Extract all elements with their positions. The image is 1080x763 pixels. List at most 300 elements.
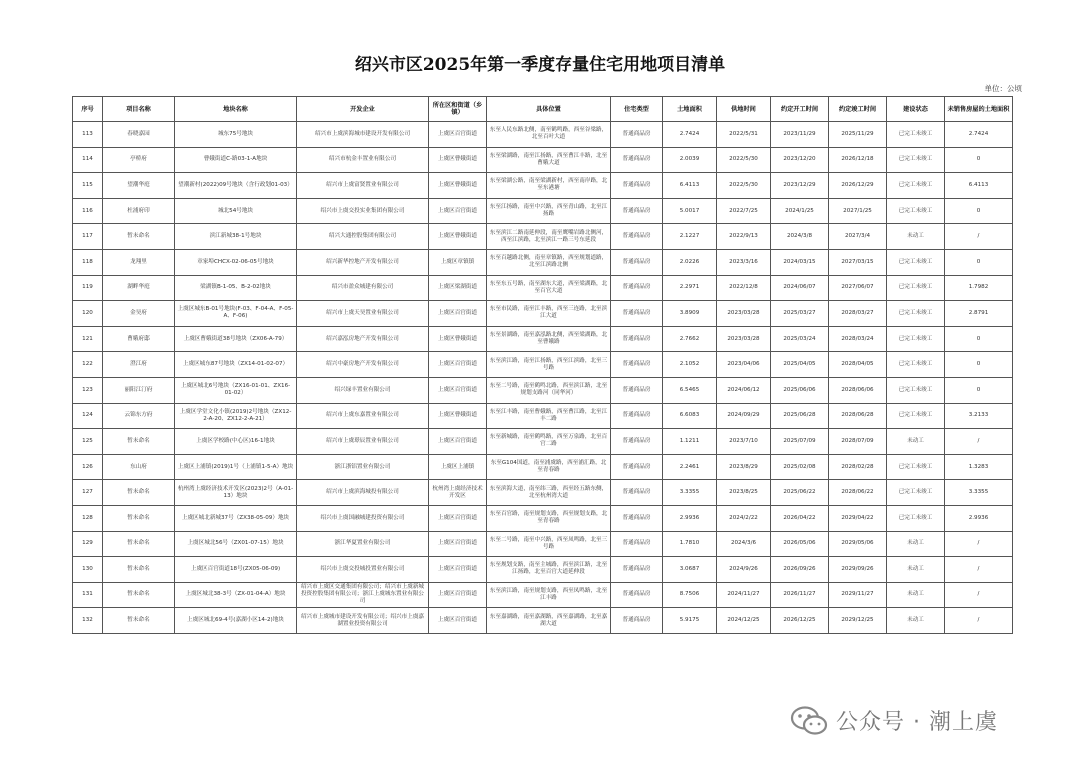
cell-unsold-area: / <box>945 608 1013 634</box>
cell-housing-type: 普通商品房 <box>611 147 663 173</box>
cell-completion-date: 2025/11/29 <box>829 122 887 148</box>
cell-completion-date: 2027/03/15 <box>829 249 887 275</box>
cell-plot-name: 章家埠CHCX-02-06-05号地块 <box>175 249 297 275</box>
cell-supply-date: 2023/8/25 <box>717 480 771 506</box>
cell-completion-date: 2029/04/22 <box>829 505 887 531</box>
cell-supply-date: 2022/7/25 <box>717 198 771 224</box>
cell-housing-type: 普通商品房 <box>611 557 663 583</box>
table-row <box>73 480 1013 506</box>
table-row <box>73 557 1013 583</box>
cell-status: 已完工未竣工 <box>887 352 945 378</box>
cell-project-name: 暂未命名 <box>103 608 175 634</box>
cell-housing-type: 普通商品房 <box>611 582 663 608</box>
cell-location: 东至G104国道，南至浦虞路，西至浦汇路，北至青春路 <box>487 454 611 480</box>
cell-unsold-area: / <box>945 429 1013 455</box>
cell-housing-type: 普通商品房 <box>611 224 663 250</box>
cell-housing-type: 普通商品房 <box>611 352 663 378</box>
cell-plot-name: 上虞区百官街道18号(ZX05-06-09) <box>175 557 297 583</box>
cell-developer: 绍兴市上虞区交通集团有限公司；绍兴市上虞新城投资控股集团有限公司；浙江上虞城东置业有限公司 <box>297 582 429 608</box>
cell-plot-name: 梁湖镇B-1-05、B-2-02地块 <box>175 275 297 301</box>
table-row <box>73 582 1013 608</box>
cell-seq: 119 <box>73 275 103 301</box>
cell-developer: 绍兴市上虞富贤置业有限公司 <box>297 173 429 199</box>
cell-plot-name: 上虞区城东87号地块（ZX14-01-02-07） <box>175 352 297 378</box>
cell-housing-type: 普通商品房 <box>611 480 663 506</box>
cell-seq: 116 <box>73 198 103 224</box>
watermark <box>790 705 998 736</box>
cell-status: 已完工未竣工 <box>887 403 945 429</box>
cell-status: 已完工未竣工 <box>887 301 945 327</box>
cell-unsold-area: / <box>945 224 1013 250</box>
cell-status: 已完工未竣工 <box>887 249 945 275</box>
cell-start-date: 2026/05/06 <box>771 531 829 557</box>
cell-start-date: 2023/11/29 <box>771 122 829 148</box>
column-header: 供地时间 <box>717 97 771 122</box>
cell-plot-name: 上虞区城北6号地块（ZX16-01-01、ZX16-01-02） <box>175 377 297 403</box>
column-header: 约定开工时间 <box>771 97 829 122</box>
cell-land-area: 1.1211 <box>663 429 717 455</box>
cell-location: 东至人民东路北侧，南至鹤鸣路，西至谷梁路，北至百叶大道 <box>487 122 611 148</box>
watermark-text: 公众号 · 潮上虞 <box>836 710 998 735</box>
table-row <box>73 454 1013 480</box>
column-header: 约定竣工时间 <box>829 97 887 122</box>
cell-housing-type: 普通商品房 <box>611 531 663 557</box>
cell-housing-type: 普通商品房 <box>611 122 663 148</box>
cell-supply-date: 2023/8/29 <box>717 454 771 480</box>
column-header: 序号 <box>73 97 103 122</box>
cell-completion-date: 2028/03/24 <box>829 326 887 352</box>
cell-land-area: 2.1052 <box>663 352 717 378</box>
cell-status: 已完工未竣工 <box>887 198 945 224</box>
cell-unsold-area: 0 <box>945 198 1013 224</box>
cell-seq: 127 <box>73 480 103 506</box>
table-row <box>73 275 1013 301</box>
cell-supply-date: 2022/5/30 <box>717 147 771 173</box>
cell-unsold-area: 3.2133 <box>945 403 1013 429</box>
cell-completion-date: 2028/06/22 <box>829 480 887 506</box>
cell-housing-type: 普通商品房 <box>611 429 663 455</box>
cell-status: 未动工 <box>887 582 945 608</box>
column-header: 住宅类型 <box>611 97 663 122</box>
cell-plot-name: 望潮新村(2022)09号地块（含行政划01-03） <box>175 173 297 199</box>
cell-completion-date: 2027/1/25 <box>829 198 887 224</box>
cell-unsold-area: / <box>945 531 1013 557</box>
cell-seq: 126 <box>73 454 103 480</box>
cell-status: 已完工未竣工 <box>887 505 945 531</box>
cell-status: 已完工未竣工 <box>887 173 945 199</box>
cell-start-date: 2025/03/27 <box>771 301 829 327</box>
cell-supply-date: 2023/3/16 <box>717 249 771 275</box>
cell-location: 东至梁湖公路，南至梁湖新村，西至南岸路，北至东港塘 <box>487 173 611 199</box>
column-header: 建设状态 <box>887 97 945 122</box>
cell-land-area: 3.0687 <box>663 557 717 583</box>
cell-unsold-area: / <box>945 582 1013 608</box>
table-row <box>73 122 1013 148</box>
cell-district: 上虞区百官街道 <box>429 429 487 455</box>
cell-location: 东至滨江路，南至江扬路，西至江滨路，北至三号路 <box>487 352 611 378</box>
table-row <box>73 224 1013 250</box>
column-header: 项目名称 <box>103 97 175 122</box>
cell-district: 上虞区百官街道 <box>429 352 487 378</box>
cell-status: 未动工 <box>887 429 945 455</box>
cell-developer: 浙江华夏置业有限公司 <box>297 531 429 557</box>
column-header: 具体位置 <box>487 97 611 122</box>
cell-district: 杭州湾上虞经济技术开发区 <box>429 480 487 506</box>
cell-plot-name: 滨江新城38-1号地块 <box>175 224 297 250</box>
cell-plot-name: 上虞区上浦镇(2019)1号（上浦镇1-5-A）地块 <box>175 454 297 480</box>
cell-project-name: 龙翔里 <box>103 249 175 275</box>
table-row <box>73 326 1013 352</box>
cell-housing-type: 普通商品房 <box>611 301 663 327</box>
cell-location: 东至市民路，南至江丰路，西至三连路，北至滨江大道 <box>487 301 611 327</box>
cell-land-area: 6.4113 <box>663 173 717 199</box>
cell-supply-date: 2024/9/26 <box>717 557 771 583</box>
cell-location: 东至二号路，南至中兴路，西至凤鸣路，北至三号路 <box>487 531 611 557</box>
cell-location: 东至嘉湖路，南至嘉湖路，西至嘉湖路，北至嘉湖大道 <box>487 608 611 634</box>
cell-land-area: 2.1227 <box>663 224 717 250</box>
table-row <box>73 377 1013 403</box>
table-row <box>73 608 1013 634</box>
cell-start-date: 2024/06/07 <box>771 275 829 301</box>
cell-start-date: 2025/06/22 <box>771 480 829 506</box>
cell-start-date: 2024/03/15 <box>771 249 829 275</box>
cell-land-area: 3.8909 <box>663 301 717 327</box>
cell-status: 未动工 <box>887 531 945 557</box>
cell-start-date: 2023/12/29 <box>771 173 829 199</box>
cell-land-area: 5.9175 <box>663 608 717 634</box>
table-row <box>73 301 1013 327</box>
cell-unsold-area: 1.3283 <box>945 454 1013 480</box>
cell-seq: 124 <box>73 403 103 429</box>
cell-completion-date: 2029/05/06 <box>829 531 887 557</box>
cell-supply-date: 2022/5/30 <box>717 173 771 199</box>
cell-supply-date: 2024/09/29 <box>717 403 771 429</box>
cell-district: 上虞区曹娥街道 <box>429 147 487 173</box>
cell-housing-type: 普通商品房 <box>611 249 663 275</box>
cell-completion-date: 2026/12/18 <box>829 147 887 173</box>
cell-status: 未动工 <box>887 224 945 250</box>
cell-housing-type: 普通商品房 <box>611 608 663 634</box>
cell-seq: 123 <box>73 377 103 403</box>
cell-completion-date: 2027/3/4 <box>829 224 887 250</box>
cell-project-name: 云锦东方府 <box>103 403 175 429</box>
cell-unsold-area: 0 <box>945 326 1013 352</box>
cell-status: 已完工未竣工 <box>887 326 945 352</box>
cell-project-name: 暂未命名 <box>103 531 175 557</box>
cell-supply-date: 2024/06/12 <box>717 377 771 403</box>
cell-supply-date: 2023/03/28 <box>717 301 771 327</box>
cell-plot-name: 城东75号地块 <box>175 122 297 148</box>
column-header: 所在区和街道（乡镇） <box>429 97 487 122</box>
cell-unsold-area: 0 <box>945 377 1013 403</box>
cell-completion-date: 2028/06/06 <box>829 377 887 403</box>
cell-start-date: 2025/03/24 <box>771 326 829 352</box>
table-row <box>73 403 1013 429</box>
cell-developer: 绍兴市上虞璟辰置业有限公司 <box>297 429 429 455</box>
cell-start-date: 2026/12/25 <box>771 608 829 634</box>
cell-land-area: 1.7810 <box>663 531 717 557</box>
cell-project-name: 澄江府 <box>103 352 175 378</box>
cell-unsold-area: 6.4113 <box>945 173 1013 199</box>
cell-status: 已完工未竣工 <box>887 275 945 301</box>
cell-status: 未动工 <box>887 557 945 583</box>
table-row <box>73 429 1013 455</box>
cell-project-name: 暂未命名 <box>103 557 175 583</box>
cell-unsold-area: 0 <box>945 249 1013 275</box>
cell-developer: 绍兴市上虞滨海城市建设开发有限公司 <box>297 122 429 148</box>
cell-seq: 130 <box>73 557 103 583</box>
cell-completion-date: 2026/12/29 <box>829 173 887 199</box>
cell-status: 已完工未竣工 <box>887 480 945 506</box>
wechat-icon <box>790 706 828 736</box>
cell-seq: 114 <box>73 147 103 173</box>
cell-unsold-area: 0 <box>945 352 1013 378</box>
cell-land-area: 2.2971 <box>663 275 717 301</box>
cell-start-date: 2026/11/27 <box>771 582 829 608</box>
cell-developer: 浙江浙铝置业有限公司 <box>297 454 429 480</box>
cell-start-date: 2025/06/06 <box>771 377 829 403</box>
column-header: 地块名称 <box>175 97 297 122</box>
cell-completion-date: 2028/07/09 <box>829 429 887 455</box>
cell-developer: 绍兴市上虞天昊置业有限公司 <box>297 301 429 327</box>
cell-developer: 绍兴市盈众城建有限公司 <box>297 275 429 301</box>
cell-unsold-area: 1.7982 <box>945 275 1013 301</box>
column-header: 开发企业 <box>297 97 429 122</box>
cell-location: 东至梁湖路，南至江扬路，西至曹江丰路，北至曹娥大道 <box>487 147 611 173</box>
cell-housing-type: 普通商品房 <box>611 198 663 224</box>
cell-land-area: 2.2461 <box>663 454 717 480</box>
cell-unsold-area: 2.9936 <box>945 505 1013 531</box>
cell-plot-name: 上虞区城北69-4号(嘉湖小区14-2)地块 <box>175 608 297 634</box>
cell-seq: 129 <box>73 531 103 557</box>
cell-supply-date: 2023/7/10 <box>717 429 771 455</box>
table-row <box>73 198 1013 224</box>
cell-location: 东至滨江路，南至规划支路，西至凤鸣路，北至江丰路 <box>487 582 611 608</box>
cell-project-name: 金昊府 <box>103 301 175 327</box>
cell-start-date: 2024/3/8 <box>771 224 829 250</box>
cell-developer: 绍兴市上虞国融城建投资有限公司 <box>297 505 429 531</box>
cell-housing-type: 普通商品房 <box>611 326 663 352</box>
cell-project-name: 曹娥府邸 <box>103 326 175 352</box>
cell-plot-name: 上虞区城北56号（ZX01-07-15）地块 <box>175 531 297 557</box>
cell-project-name: 暂未命名 <box>103 582 175 608</box>
land-project-table <box>72 96 1013 634</box>
cell-project-name: 春晓嘉园 <box>103 122 175 148</box>
cell-plot-name: 上虞区城北38-3号（ZX-01-04-A）地块 <box>175 582 297 608</box>
cell-start-date: 2026/04/22 <box>771 505 829 531</box>
cell-developer: 绍兴嘉泓房地产开发有限公司 <box>297 326 429 352</box>
cell-status: 已完工未竣工 <box>887 377 945 403</box>
cell-plot-name: 杭州湾上虞经济技术开发区(2023)2号（A-01-13）地块 <box>175 480 297 506</box>
cell-developer: 绍兴市上虞交投城投置业有限公司 <box>297 557 429 583</box>
cell-housing-type: 普通商品房 <box>611 505 663 531</box>
cell-completion-date: 2029/09/26 <box>829 557 887 583</box>
table-row <box>73 352 1013 378</box>
cell-location: 东至滨海大道，南至纬三路，西至经五路东侧，北至杭州湾大道 <box>487 480 611 506</box>
cell-land-area: 2.7662 <box>663 326 717 352</box>
table-row <box>73 147 1013 173</box>
cell-district: 上虞区百官街道 <box>429 608 487 634</box>
cell-plot-name: 城北54号地块 <box>175 198 297 224</box>
cell-project-name: 东山府 <box>103 454 175 480</box>
cell-housing-type: 普通商品房 <box>611 173 663 199</box>
table-header-row <box>73 97 1013 122</box>
cell-seq: 121 <box>73 326 103 352</box>
cell-supply-date: 2022/5/31 <box>717 122 771 148</box>
cell-status: 已完工未竣工 <box>887 454 945 480</box>
cell-seq: 132 <box>73 608 103 634</box>
cell-seq: 128 <box>73 505 103 531</box>
unit-label: 单位：公顷 <box>984 84 1022 93</box>
cell-status: 已完工未竣工 <box>887 147 945 173</box>
cell-project-name: 暂未命名 <box>103 429 175 455</box>
cell-plot-name: 上虞区学校路(中心区)16-1地块 <box>175 429 297 455</box>
cell-unsold-area: / <box>945 557 1013 583</box>
cell-plot-name: 曹娥街道C-路03-1-A地块 <box>175 147 297 173</box>
cell-supply-date: 2024/3/6 <box>717 531 771 557</box>
cell-supply-date: 2024/2/22 <box>717 505 771 531</box>
cell-seq: 120 <box>73 301 103 327</box>
cell-start-date: 2025/06/28 <box>771 403 829 429</box>
cell-supply-date: 2023/03/28 <box>717 326 771 352</box>
cell-district: 上虞区百官街道 <box>429 198 487 224</box>
cell-completion-date: 2027/06/07 <box>829 275 887 301</box>
cell-location: 东至规划支路，南至主城路，西至滨江路，北至江扬路，北至百官大道延伸段 <box>487 557 611 583</box>
cell-district: 上虞区章镇镇 <box>429 249 487 275</box>
cell-completion-date: 2028/02/28 <box>829 454 887 480</box>
cell-developer: 绍兴中豪房地产开发有限公司 <box>297 352 429 378</box>
cell-location: 东至东五号路，南至湖东大道，西至梁湖路，北至百官大道 <box>487 275 611 301</box>
cell-land-area: 2.0039 <box>663 147 717 173</box>
cell-land-area: 6.5465 <box>663 377 717 403</box>
cell-location: 东至百官路，南至规划支路，西至规划支路，北至青春路 <box>487 505 611 531</box>
cell-plot-name: 上虞区城东B-01号地块(F-03、F-04-A、F-05-A、F-06) <box>175 301 297 327</box>
table-row <box>73 531 1013 557</box>
cell-start-date: 2025/04/05 <box>771 352 829 378</box>
cell-district: 上虞区百官街道 <box>429 377 487 403</box>
cell-status: 已完工未竣工 <box>887 122 945 148</box>
cell-location: 东至百越路北侧，南至章镇路，西至规划道路，北至江滨路北侧 <box>487 249 611 275</box>
cell-project-name: 杜浦府印 <box>103 198 175 224</box>
cell-location: 东至二号路，南至鹤鸣北路，西至滨江路，北至规划支路河（同华河） <box>487 377 611 403</box>
cell-developer: 绍兴市上虞城市建设开发有限公司；绍兴市上虞嘉湖置业投资有限公司 <box>297 608 429 634</box>
cell-unsold-area: 3.3355 <box>945 480 1013 506</box>
cell-seq: 113 <box>73 122 103 148</box>
cell-district: 上虞区曹娥街道 <box>429 173 487 199</box>
cell-developer: 绍兴大通控股集团有限公司 <box>297 224 429 250</box>
cell-unsold-area: 2.7424 <box>945 122 1013 148</box>
cell-unsold-area: 2.8791 <box>945 301 1013 327</box>
cell-supply-date: 2024/12/25 <box>717 608 771 634</box>
cell-supply-date: 2024/11/27 <box>717 582 771 608</box>
cell-completion-date: 2029/11/27 <box>829 582 887 608</box>
column-header: 土地面积 <box>663 97 717 122</box>
cell-seq: 125 <box>73 429 103 455</box>
cell-housing-type: 普通商品房 <box>611 377 663 403</box>
cell-project-name: 暂未命名 <box>103 505 175 531</box>
cell-land-area: 2.0226 <box>663 249 717 275</box>
cell-project-name: 湖畔华庭 <box>103 275 175 301</box>
cell-district: 上虞区百官街道 <box>429 505 487 531</box>
cell-developer: 绍兴市上虞东嘉置业有限公司 <box>297 403 429 429</box>
cell-project-name: 望潮华庭 <box>103 173 175 199</box>
cell-project-name: 暂未命名 <box>103 224 175 250</box>
cell-plot-name: 上虞区曹娥街道38号地块（ZX06-A-79） <box>175 326 297 352</box>
cell-completion-date: 2029/12/25 <box>829 608 887 634</box>
cell-district: 上虞区上浦镇 <box>429 454 487 480</box>
cell-location: 东至江丰路，南至曹娥路，西至曹江路，北至江丰二路 <box>487 403 611 429</box>
cell-district: 上虞区曹娥街道 <box>429 224 487 250</box>
cell-land-area: 2.9936 <box>663 505 717 531</box>
cell-completion-date: 2028/04/05 <box>829 352 887 378</box>
cell-project-name: 亭桥府 <box>103 147 175 173</box>
cell-start-date: 2025/02/08 <box>771 454 829 480</box>
cell-completion-date: 2028/06/28 <box>829 403 887 429</box>
cell-seq: 115 <box>73 173 103 199</box>
cell-unsold-area: 0 <box>945 147 1013 173</box>
cell-housing-type: 普通商品房 <box>611 403 663 429</box>
cell-district: 上虞区百官街道 <box>429 557 487 583</box>
cell-housing-type: 普通商品房 <box>611 454 663 480</box>
cell-district: 上虞区百官街道 <box>429 301 487 327</box>
cell-developer: 绍兴绿丰置业有限公司 <box>297 377 429 403</box>
cell-district: 上虞区百官街道 <box>429 531 487 557</box>
cell-plot-name: 上虞区学堂文化小镇(2019)2号地块（ZX12-2-A-20、ZX12-2-A-21） <box>175 403 297 429</box>
cell-start-date: 2024/1/25 <box>771 198 829 224</box>
table-body <box>73 122 1013 634</box>
cell-plot-name: 上虞区城北新城37号（ZX38-05-09）地块 <box>175 505 297 531</box>
column-header: 未销售房屋的土地面积 <box>945 97 1013 122</box>
cell-developer: 绍兴市杭金丰置业有限公司 <box>297 147 429 173</box>
cell-developer: 绍兴市上虞滨海城投有限公司 <box>297 480 429 506</box>
cell-start-date: 2023/12/20 <box>771 147 829 173</box>
cell-location: 东至江扬路，南至中兴路，西至青山路，北至江扬路 <box>487 198 611 224</box>
cell-project-name: 丽阳江汀府 <box>103 377 175 403</box>
cell-completion-date: 2028/03/27 <box>829 301 887 327</box>
cell-project-name: 暂未命名 <box>103 480 175 506</box>
cell-location: 东至景湖路，南至嘉泓路北侧，西至梁湖路，北至曹娥路 <box>487 326 611 352</box>
cell-supply-date: 2022/9/13 <box>717 224 771 250</box>
cell-start-date: 2025/07/09 <box>771 429 829 455</box>
cell-status: 未动工 <box>887 608 945 634</box>
cell-district: 上虞区百官街道 <box>429 122 487 148</box>
cell-start-date: 2026/09/26 <box>771 557 829 583</box>
cell-land-area: 8.7506 <box>663 582 717 608</box>
cell-district: 上虞区百官街道 <box>429 582 487 608</box>
cell-seq: 131 <box>73 582 103 608</box>
cell-location: 东至新城路，南至鹤鸣路，西至万泉路，北至百官二路 <box>487 429 611 455</box>
cell-district: 上虞区梁湖街道 <box>429 275 487 301</box>
cell-district: 上虞区曹娥街道 <box>429 326 487 352</box>
cell-land-area: 5.0017 <box>663 198 717 224</box>
table-row <box>73 249 1013 275</box>
cell-seq: 118 <box>73 249 103 275</box>
cell-developer: 绍兴新华控地产开发有限公司 <box>297 249 429 275</box>
cell-seq: 122 <box>73 352 103 378</box>
cell-district: 上虞区曹娥街道 <box>429 403 487 429</box>
cell-location: 东至滨江二路南延伸段，南至鹰嘴岩路北侧河，西至江滨路，北至滨江一路三号东延段 <box>487 224 611 250</box>
cell-seq: 117 <box>73 224 103 250</box>
cell-land-area: 3.3355 <box>663 480 717 506</box>
cell-land-area: 6.6083 <box>663 403 717 429</box>
cell-developer: 绍兴市上虞交投实业集团有限公司 <box>297 198 429 224</box>
cell-land-area: 2.7424 <box>663 122 717 148</box>
table-row <box>73 173 1013 199</box>
document-title: 绍兴市区2025年第一季度存量住宅用地项目清单 <box>354 55 726 75</box>
cell-supply-date: 2023/04/06 <box>717 352 771 378</box>
cell-housing-type: 普通商品房 <box>611 275 663 301</box>
cell-supply-date: 2022/12/8 <box>717 275 771 301</box>
